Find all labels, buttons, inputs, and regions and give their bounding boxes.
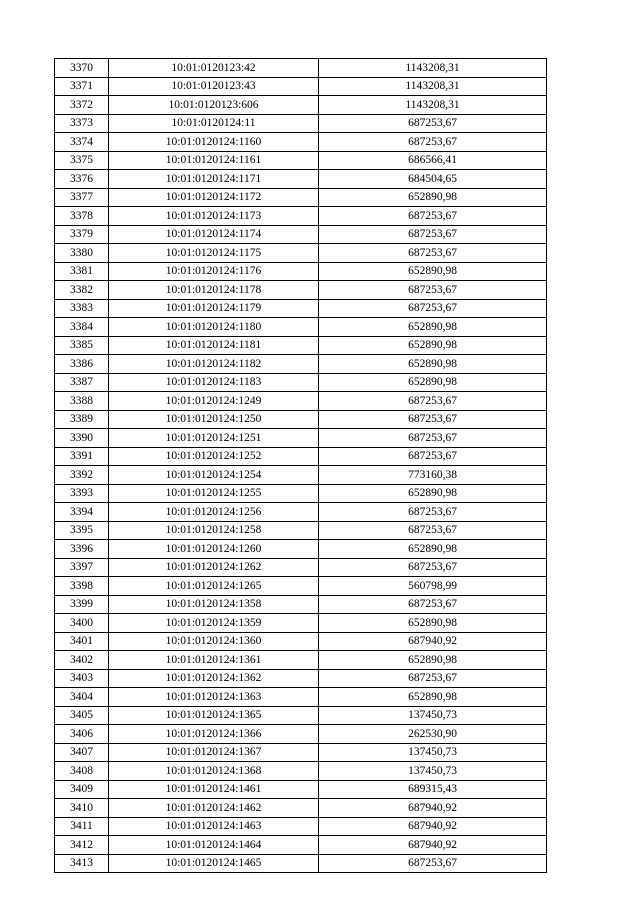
- row-number-cell: 3390: [55, 429, 109, 448]
- table-row: [55, 521, 547, 540]
- row-number-cell: 3379: [55, 225, 109, 244]
- row-number-cell: 3399: [55, 595, 109, 614]
- row-number-cell: 3411: [55, 817, 109, 836]
- value-cell: 652890,98: [319, 188, 547, 207]
- table-row: [55, 595, 547, 614]
- table-row: [55, 669, 547, 688]
- value-cell: 262530,90: [319, 725, 547, 744]
- document-page: [54, 58, 546, 873]
- row-number-cell: 3374: [55, 133, 109, 152]
- cadastral-number-cell: 10:01:0120124:1362: [109, 669, 319, 688]
- value-cell: 652890,98: [319, 651, 547, 670]
- table-row: [55, 780, 547, 799]
- row-number-cell: 3391: [55, 447, 109, 466]
- cadastral-value-table: [54, 58, 547, 873]
- table-row: [55, 373, 547, 392]
- value-cell: 687253,67: [319, 558, 547, 577]
- cadastral-number-cell: 10:01:0120124:1462: [109, 799, 319, 818]
- value-cell: 652890,98: [319, 688, 547, 707]
- value-cell: 687253,67: [319, 854, 547, 873]
- cadastral-number-cell: 10:01:0120124:1183: [109, 373, 319, 392]
- cadastral-number-cell: 10:01:0120124:1461: [109, 780, 319, 799]
- table-row: [55, 447, 547, 466]
- table-row: [55, 299, 547, 318]
- cadastral-number-cell: 10:01:0120124:1258: [109, 521, 319, 540]
- value-cell: 684504,65: [319, 170, 547, 189]
- cadastral-number-cell: 10:01:0120124:1171: [109, 170, 319, 189]
- row-number-cell: 3403: [55, 669, 109, 688]
- value-cell: 1143208,31: [319, 59, 547, 78]
- value-cell: 687253,67: [319, 503, 547, 522]
- row-number-cell: 3370: [55, 59, 109, 78]
- row-number-cell: 3398: [55, 577, 109, 596]
- row-number-cell: 3407: [55, 743, 109, 762]
- table-row: [55, 244, 547, 263]
- row-number-cell: 3381: [55, 262, 109, 281]
- table-row: [55, 854, 547, 873]
- value-cell: 652890,98: [319, 262, 547, 281]
- cadastral-number-cell: 10:01:0120124:1178: [109, 281, 319, 300]
- value-cell: 1143208,31: [319, 96, 547, 115]
- value-cell: 687940,92: [319, 799, 547, 818]
- cadastral-number-cell: 10:01:0120124:1160: [109, 133, 319, 152]
- table-row: [55, 114, 547, 133]
- table-row: [55, 133, 547, 152]
- table-row: [55, 170, 547, 189]
- cadastral-number-cell: 10:01:0120124:1262: [109, 558, 319, 577]
- value-cell: 687253,67: [319, 299, 547, 318]
- value-cell: 652890,98: [319, 355, 547, 374]
- value-cell: 687253,67: [319, 207, 547, 226]
- row-number-cell: 3383: [55, 299, 109, 318]
- value-cell: 652890,98: [319, 373, 547, 392]
- cadastral-number-cell: 10:01:0120124:1249: [109, 392, 319, 411]
- value-cell: 687940,92: [319, 632, 547, 651]
- cadastral-number-cell: 10:01:0120124:1250: [109, 410, 319, 429]
- row-number-cell: 3406: [55, 725, 109, 744]
- table-row: [55, 318, 547, 337]
- value-cell: 687253,67: [319, 410, 547, 429]
- row-number-cell: 3395: [55, 521, 109, 540]
- table-row: [55, 429, 547, 448]
- cadastral-number-cell: 10:01:0120124:1254: [109, 466, 319, 485]
- cadastral-number-cell: 10:01:0120124:1176: [109, 262, 319, 281]
- cadastral-number-cell: 10:01:0120124:1358: [109, 595, 319, 614]
- cadastral-number-cell: 10:01:0120124:1173: [109, 207, 319, 226]
- cadastral-number-cell: 10:01:0120124:1359: [109, 614, 319, 633]
- table-row: [55, 725, 547, 744]
- cadastral-number-cell: 10:01:0120124:1463: [109, 817, 319, 836]
- cadastral-number-cell: 10:01:0120124:1464: [109, 836, 319, 855]
- row-number-cell: 3388: [55, 392, 109, 411]
- row-number-cell: 3376: [55, 170, 109, 189]
- value-cell: 687253,67: [319, 392, 547, 411]
- row-number-cell: 3387: [55, 373, 109, 392]
- table-row: [55, 799, 547, 818]
- value-cell: 687253,67: [319, 114, 547, 133]
- cadastral-number-cell: 10:01:0120124:11: [109, 114, 319, 133]
- value-cell: 560798,99: [319, 577, 547, 596]
- value-cell: 687253,67: [319, 225, 547, 244]
- value-cell: 687253,67: [319, 669, 547, 688]
- cadastral-number-cell: 10:01:0120124:1360: [109, 632, 319, 651]
- cadastral-number-cell: 10:01:0120124:1365: [109, 706, 319, 725]
- value-cell: 652890,98: [319, 318, 547, 337]
- value-cell: 137450,73: [319, 762, 547, 781]
- cadastral-number-cell: 10:01:0120123:42: [109, 59, 319, 78]
- row-number-cell: 3410: [55, 799, 109, 818]
- cadastral-number-cell: 10:01:0120124:1180: [109, 318, 319, 337]
- row-number-cell: 3378: [55, 207, 109, 226]
- value-cell: 652890,98: [319, 614, 547, 633]
- cadastral-number-cell: 10:01:0120124:1255: [109, 484, 319, 503]
- table-row: [55, 503, 547, 522]
- table-row: [55, 336, 547, 355]
- value-cell: 687253,67: [319, 244, 547, 263]
- row-number-cell: 3380: [55, 244, 109, 263]
- table-row: [55, 262, 547, 281]
- row-number-cell: 3413: [55, 854, 109, 873]
- cadastral-number-cell: 10:01:0120124:1366: [109, 725, 319, 744]
- row-number-cell: 3375: [55, 151, 109, 170]
- row-number-cell: 3371: [55, 77, 109, 96]
- row-number-cell: 3385: [55, 336, 109, 355]
- table-row: [55, 77, 547, 96]
- table-row: [55, 743, 547, 762]
- value-cell: 687253,67: [319, 447, 547, 466]
- cadastral-number-cell: 10:01:0120124:1175: [109, 244, 319, 263]
- table-row: [55, 540, 547, 559]
- table-row: [55, 762, 547, 781]
- row-number-cell: 3389: [55, 410, 109, 429]
- table-row: [55, 355, 547, 374]
- table-row: [55, 484, 547, 503]
- table-row: [55, 410, 547, 429]
- table-row: [55, 59, 547, 78]
- row-number-cell: 3384: [55, 318, 109, 337]
- value-cell: 687253,67: [319, 595, 547, 614]
- cadastral-number-cell: 10:01:0120124:1265: [109, 577, 319, 596]
- row-number-cell: 3404: [55, 688, 109, 707]
- cadastral-number-cell: 10:01:0120124:1361: [109, 651, 319, 670]
- table-row: [55, 614, 547, 633]
- value-cell: 687253,67: [319, 429, 547, 448]
- table-row: [55, 688, 547, 707]
- value-cell: 687253,67: [319, 281, 547, 300]
- row-number-cell: 3382: [55, 281, 109, 300]
- cadastral-number-cell: 10:01:0120124:1172: [109, 188, 319, 207]
- row-number-cell: 3409: [55, 780, 109, 799]
- table-body: [55, 59, 547, 873]
- cadastral-number-cell: 10:01:0120124:1179: [109, 299, 319, 318]
- table-row: [55, 392, 547, 411]
- value-cell: 1143208,31: [319, 77, 547, 96]
- row-number-cell: 3377: [55, 188, 109, 207]
- row-number-cell: 3402: [55, 651, 109, 670]
- row-number-cell: 3396: [55, 540, 109, 559]
- table-row: [55, 558, 547, 577]
- table-row: [55, 632, 547, 651]
- value-cell: 689315,43: [319, 780, 547, 799]
- cadastral-number-cell: 10:01:0120124:1174: [109, 225, 319, 244]
- table-row: [55, 188, 547, 207]
- row-number-cell: 3401: [55, 632, 109, 651]
- table-row: [55, 96, 547, 115]
- value-cell: 773160,38: [319, 466, 547, 485]
- cadastral-number-cell: 10:01:0120124:1182: [109, 355, 319, 374]
- table-row: [55, 225, 547, 244]
- row-number-cell: 3372: [55, 96, 109, 115]
- row-number-cell: 3405: [55, 706, 109, 725]
- cadastral-number-cell: 10:01:0120124:1252: [109, 447, 319, 466]
- row-number-cell: 3408: [55, 762, 109, 781]
- row-number-cell: 3412: [55, 836, 109, 855]
- value-cell: 652890,98: [319, 336, 547, 355]
- cadastral-number-cell: 10:01:0120124:1368: [109, 762, 319, 781]
- row-number-cell: 3373: [55, 114, 109, 133]
- cadastral-number-cell: 10:01:0120124:1363: [109, 688, 319, 707]
- row-number-cell: 3392: [55, 466, 109, 485]
- cadastral-number-cell: 10:01:0120124:1260: [109, 540, 319, 559]
- value-cell: 687253,67: [319, 133, 547, 152]
- table-row: [55, 817, 547, 836]
- value-cell: 686566,41: [319, 151, 547, 170]
- cadastral-number-cell: 10:01:0120124:1256: [109, 503, 319, 522]
- table-row: [55, 706, 547, 725]
- value-cell: 687940,92: [319, 836, 547, 855]
- table-row: [55, 836, 547, 855]
- table-row: [55, 207, 547, 226]
- cadastral-number-cell: 10:01:0120124:1465: [109, 854, 319, 873]
- value-cell: 137450,73: [319, 743, 547, 762]
- value-cell: 652890,98: [319, 540, 547, 559]
- value-cell: 652890,98: [319, 484, 547, 503]
- value-cell: 137450,73: [319, 706, 547, 725]
- table-row: [55, 151, 547, 170]
- cadastral-number-cell: 10:01:0120124:1161: [109, 151, 319, 170]
- cadastral-number-cell: 10:01:0120123:43: [109, 77, 319, 96]
- value-cell: 687940,92: [319, 817, 547, 836]
- row-number-cell: 3394: [55, 503, 109, 522]
- row-number-cell: 3386: [55, 355, 109, 374]
- row-number-cell: 3397: [55, 558, 109, 577]
- value-cell: 687253,67: [319, 521, 547, 540]
- cadastral-number-cell: 10:01:0120124:1367: [109, 743, 319, 762]
- cadastral-number-cell: 10:01:0120124:1251: [109, 429, 319, 448]
- table-row: [55, 577, 547, 596]
- table-row: [55, 466, 547, 485]
- cadastral-number-cell: 10:01:0120123:606: [109, 96, 319, 115]
- row-number-cell: 3393: [55, 484, 109, 503]
- table-row: [55, 651, 547, 670]
- row-number-cell: 3400: [55, 614, 109, 633]
- table-row: [55, 281, 547, 300]
- cadastral-number-cell: 10:01:0120124:1181: [109, 336, 319, 355]
